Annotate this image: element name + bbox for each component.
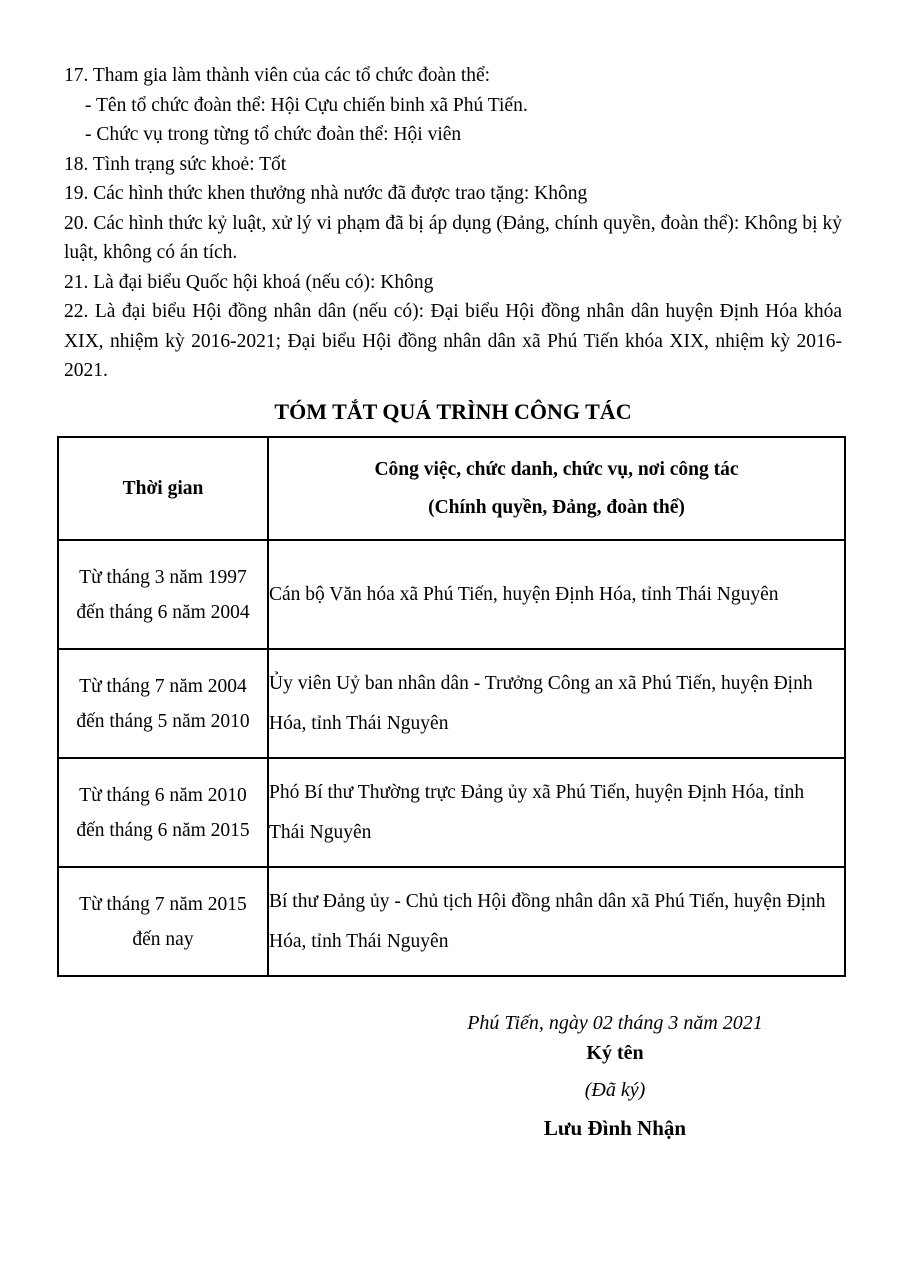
period-to: đến tháng 6 năm 2015 <box>76 819 250 841</box>
item-17-organizations: 17. Tham gia làm thành viên của các tổ chức đoàn thể: <box>64 65 491 86</box>
career-history-table <box>57 436 846 977</box>
signer-name: Lưu Đình Nhận <box>543 1116 687 1140</box>
period-from: Từ tháng 7 năm 2004 <box>79 675 247 697</box>
position-cell: Ủy viên Uỷ ban nhân dân - Trưởng Công an xã Phú Tiến, huyện Định Hóa, tỉnh Thái Nguyên <box>268 649 845 758</box>
signed-note: (Đã ký) <box>584 1079 646 1101</box>
column-header-period: Thời gian <box>58 437 268 540</box>
table-row <box>58 540 845 649</box>
period-cell <box>58 649 268 758</box>
column-header-position <box>268 437 845 540</box>
period-from: Từ tháng 7 năm 2015 <box>79 893 247 915</box>
item-19-awards: 19. Các hình thức khen thưởng nhà nước đã được trao tặng: Không <box>64 183 588 204</box>
career-summary-title: TÓM TẮT QUÁ TRÌNH CÔNG TÁC <box>274 399 632 424</box>
position-cell: Cán bộ Văn hóa xã Phú Tiến, huyện Định Hóa, tỉnh Thái Nguyên <box>268 540 845 649</box>
period-cell <box>58 758 268 867</box>
numbered-items-section <box>64 61 842 386</box>
table-header-row <box>58 437 845 540</box>
item-18-health-status: 18. Tình trạng sức khoẻ: Tốt <box>64 153 287 175</box>
period-cell <box>58 540 268 649</box>
column-header-position-line1: Công việc, chức danh, chức vụ, nơi công tác <box>374 458 739 480</box>
period-cell <box>58 867 268 976</box>
column-header-position-line2: (Chính quyền, Đảng, đoàn thể) <box>428 496 685 518</box>
period-from: Từ tháng 6 năm 2010 <box>79 784 247 806</box>
table-row <box>58 649 845 758</box>
item-17-org-role: - Chức vụ trong từng tổ chức đoàn thể: Hội viên <box>85 124 462 145</box>
position-cell: Bí thư Đảng ủy - Chủ tịch Hội đồng nhân dân xã Phú Tiến, huyện Định Hóa, tỉnh Thái Nguyên <box>268 867 845 976</box>
signature-place-date: Phú Tiến, ngày 02 tháng 3 năm 2021 <box>467 1012 763 1034</box>
period-to: đến nay <box>132 928 194 950</box>
item-22-peoples-council: 22. Là đại biểu Hội đồng nhân dân (nếu có): Đại biểu Hội đồng nhân dân huyện Định Hóa khóa XIX, nhiệm kỳ 2016-2021; Đại biểu Hội đồng nhân dân xã Phú Tiến khóa XIX, nhiệm kỳ 2016-2021. <box>64 301 842 381</box>
table-row <box>58 867 845 976</box>
item-21-national-assembly: 21. Là đại biểu Quốc hội khoá (nếu có): Không <box>64 271 434 293</box>
signature-label: Ký tên <box>586 1042 644 1064</box>
signature-block <box>320 1008 910 1143</box>
table-row <box>58 758 845 867</box>
item-20-discipline: 20. Các hình thức kỷ luật, xử lý vi phạm đã bị áp dụng (Đảng, chính quyền, đoàn thể): Không bị kỷ luật, không có án tích. <box>64 212 842 263</box>
item-17-org-name: - Tên tổ chức đoàn thể: Hội Cựu chiến binh xã Phú Tiến. <box>85 94 528 116</box>
position-cell: Phó Bí thư Thường trực Đảng ủy xã Phú Tiến, huyện Định Hóa, tỉnh Thái Nguyên <box>268 758 845 867</box>
period-from: Từ tháng 3 năm 1997 <box>79 566 247 588</box>
period-to: đến tháng 5 năm 2010 <box>76 710 250 732</box>
period-to: đến tháng 6 năm 2004 <box>76 601 250 623</box>
